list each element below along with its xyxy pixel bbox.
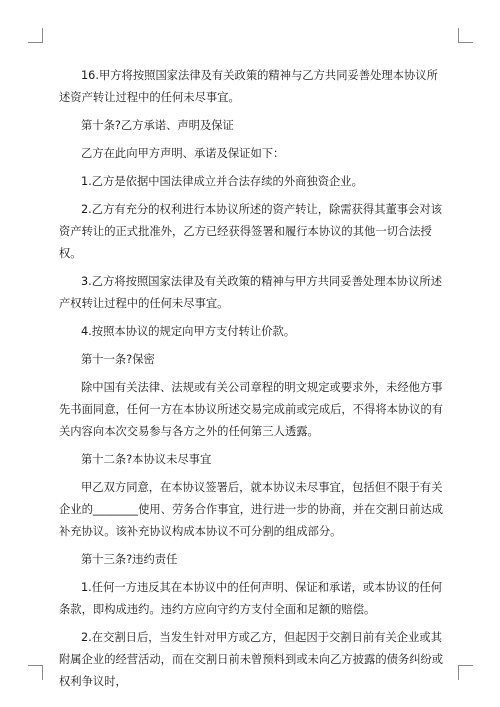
article-10-intro: 乙方在此向甲方声明、承诺及保证如下： bbox=[81, 147, 285, 160]
article-11-body: 除中国有关法律、法规或有关公司章程的明文规定或要求外，未经他方事先书面同意，任何一方在本协议所述交易完成前或完成后，不得将本协议的有关内容向本次交易参与各方之外的任何第三人透露。 bbox=[59, 381, 444, 438]
article-12-body: 甲乙双方同意，在本协议签署后，就本协议未尽事宜，包括但不限于有关企业的________使用、劳务合作事宜，进行进一步的协商，并在交割日前达成补充协议。该补充协议构成本协议不可分割的组成部分。 bbox=[59, 481, 444, 538]
article-10-item-1: 1.乙方是依据中国法律成立并合法存续的外商独资企业。 bbox=[81, 175, 363, 188]
clause-16-paragraph: 16.甲方将按照国家法律及有关政策的精神与乙方共同妥善处理本协议所述资产转让过程中的任何未尽事宜。 bbox=[59, 69, 438, 104]
corner-mark-top-left bbox=[28, 28, 43, 43]
article-13-item-2: 2.在交割日后，当发生针对甲方或乙方，但起因于交割日前有关企业或其附属企业的经营活动，而在交割日前未曾预料到或未向乙方披露的债务纠纷或权利争议时， bbox=[59, 631, 444, 688]
article-13-item-1: 1.任何一方违反其在本协议中的任何声明、保证和承诺，或本协议的任何条款，即构成违约。违约方应向守约方支付全面和足额的赔偿。 bbox=[59, 581, 442, 616]
article-11-heading: 第十一条?保密 bbox=[81, 353, 155, 366]
article-13-heading: 第十三条?违约责任 bbox=[81, 553, 178, 566]
article-10-heading: 第十条?乙方承诺、声明及保证 bbox=[81, 119, 234, 132]
article-10-item-2: 2.乙方有充分的权利进行本协议所述的资产转让，除需获得其董事会对该资产转让的正式批准外，乙方已经获得签署和履行本协议的其他一切合法授权。 bbox=[59, 203, 442, 260]
corner-mark-top-right bbox=[458, 28, 473, 43]
article-10-item-3: 3.乙方将按照国家法律及有关政策的精神与甲方共同妥善处理本协议所述产权转让过程中的任何未尽事宜。 bbox=[59, 275, 442, 310]
article-12-heading: 第十二条?本协议未尽事宜 bbox=[81, 453, 212, 466]
article-10-item-4: 4.按照本协议的规定向甲方支付转让价款。 bbox=[81, 325, 296, 338]
corner-mark-bottom-right bbox=[458, 665, 473, 680]
document-body bbox=[59, 65, 444, 699]
corner-mark-bottom-left bbox=[28, 665, 43, 680]
